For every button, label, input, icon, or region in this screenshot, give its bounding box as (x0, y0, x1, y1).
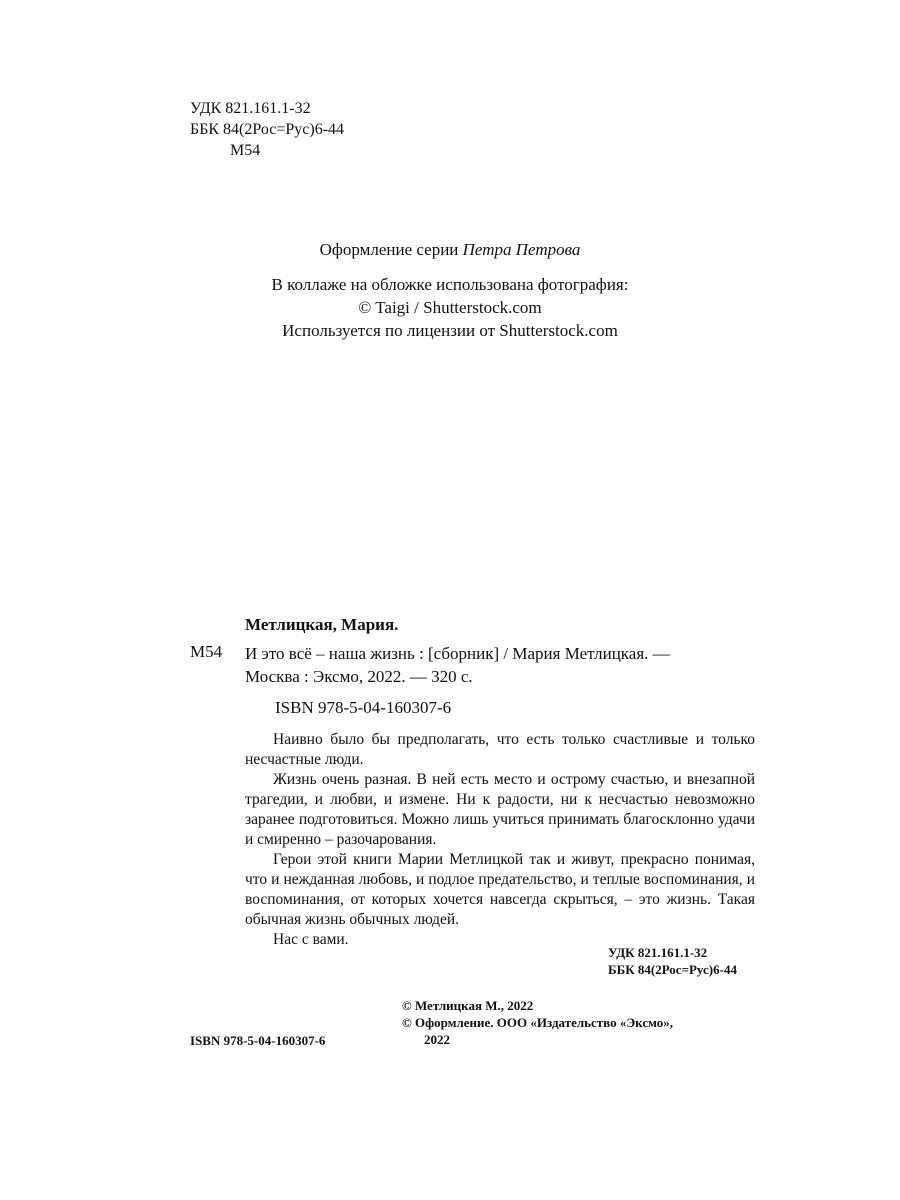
annotation-paragraph: Наивно было бы предполагать, что есть только счастливые и только несчастные люди. (245, 731, 755, 768)
credits-block (0, 238, 900, 342)
annotation-paragraph: Нас с вами. (273, 931, 349, 948)
footer-udk: УДК 821.161.1-32 (608, 945, 708, 960)
copyright-block (402, 997, 673, 1048)
bib-title-line: И это всё – наша жизнь : [сборник] / Мария Метлицкая. — (245, 644, 670, 663)
series-credit (0, 238, 900, 261)
footer-isbn: ISBN 978-5-04-160307-6 (190, 1033, 326, 1048)
photo-credit-line: В коллаже на обложке использована фотография: (271, 275, 629, 294)
bib-author: Метлицкая, Мария. (245, 615, 399, 634)
author-mark: М54 (230, 142, 261, 159)
udk-code: УДК 821.161.1-32 (190, 100, 311, 117)
copyright-design-year: 2022 (424, 1032, 450, 1047)
bbk-code: ББК 84(2Рос=Рус)6-44 (190, 121, 345, 138)
footer-classification (608, 944, 737, 978)
classification-block (190, 98, 344, 161)
copyright-design: © Оформление. ООО «Издательство «Эксмо», (402, 1015, 674, 1030)
bib-isbn: ISBN 978-5-04-160307-6 (275, 698, 452, 717)
annotation-paragraph: Герои этой книги Марии Метлицкой так и живут, прекрасно понимая, что и нежданная любовь, и подлое предательство, и теплые воспоминания, и воспоминания, от которых хочется навсегда скрыться, – это жизнь. Такая обычная жизнь обычных людей. (245, 851, 755, 928)
annotation-paragraph: Жизнь очень разная. В ней есть место и острому счастью, и внезапной трагедии, и любви, и измене. Ни к радости, ни к несчастью невозможно заранее подготовиться. Можно лишь учиться принимать благосклонно удачи и смиренно – разочарования. (245, 771, 755, 848)
bib-description (245, 642, 765, 688)
series-prefix: Оформление серии (319, 240, 459, 259)
photo-source: © Taigi / Shutterstock.com (358, 298, 542, 317)
bib-imprint-line: Москва : Эксмо, 2022. — 320 с. (245, 667, 473, 686)
license-line: Используется по лицензии от Shutterstock.com (282, 321, 618, 340)
bib-mark: М54 (190, 642, 223, 661)
footer-bbk: ББК 84(2Рос=Рус)6-44 (608, 962, 737, 977)
copyright-author: © Метлицкая М., 2022 (402, 998, 534, 1013)
annotation (245, 730, 755, 950)
series-designer: Петра Петрова (462, 240, 581, 259)
